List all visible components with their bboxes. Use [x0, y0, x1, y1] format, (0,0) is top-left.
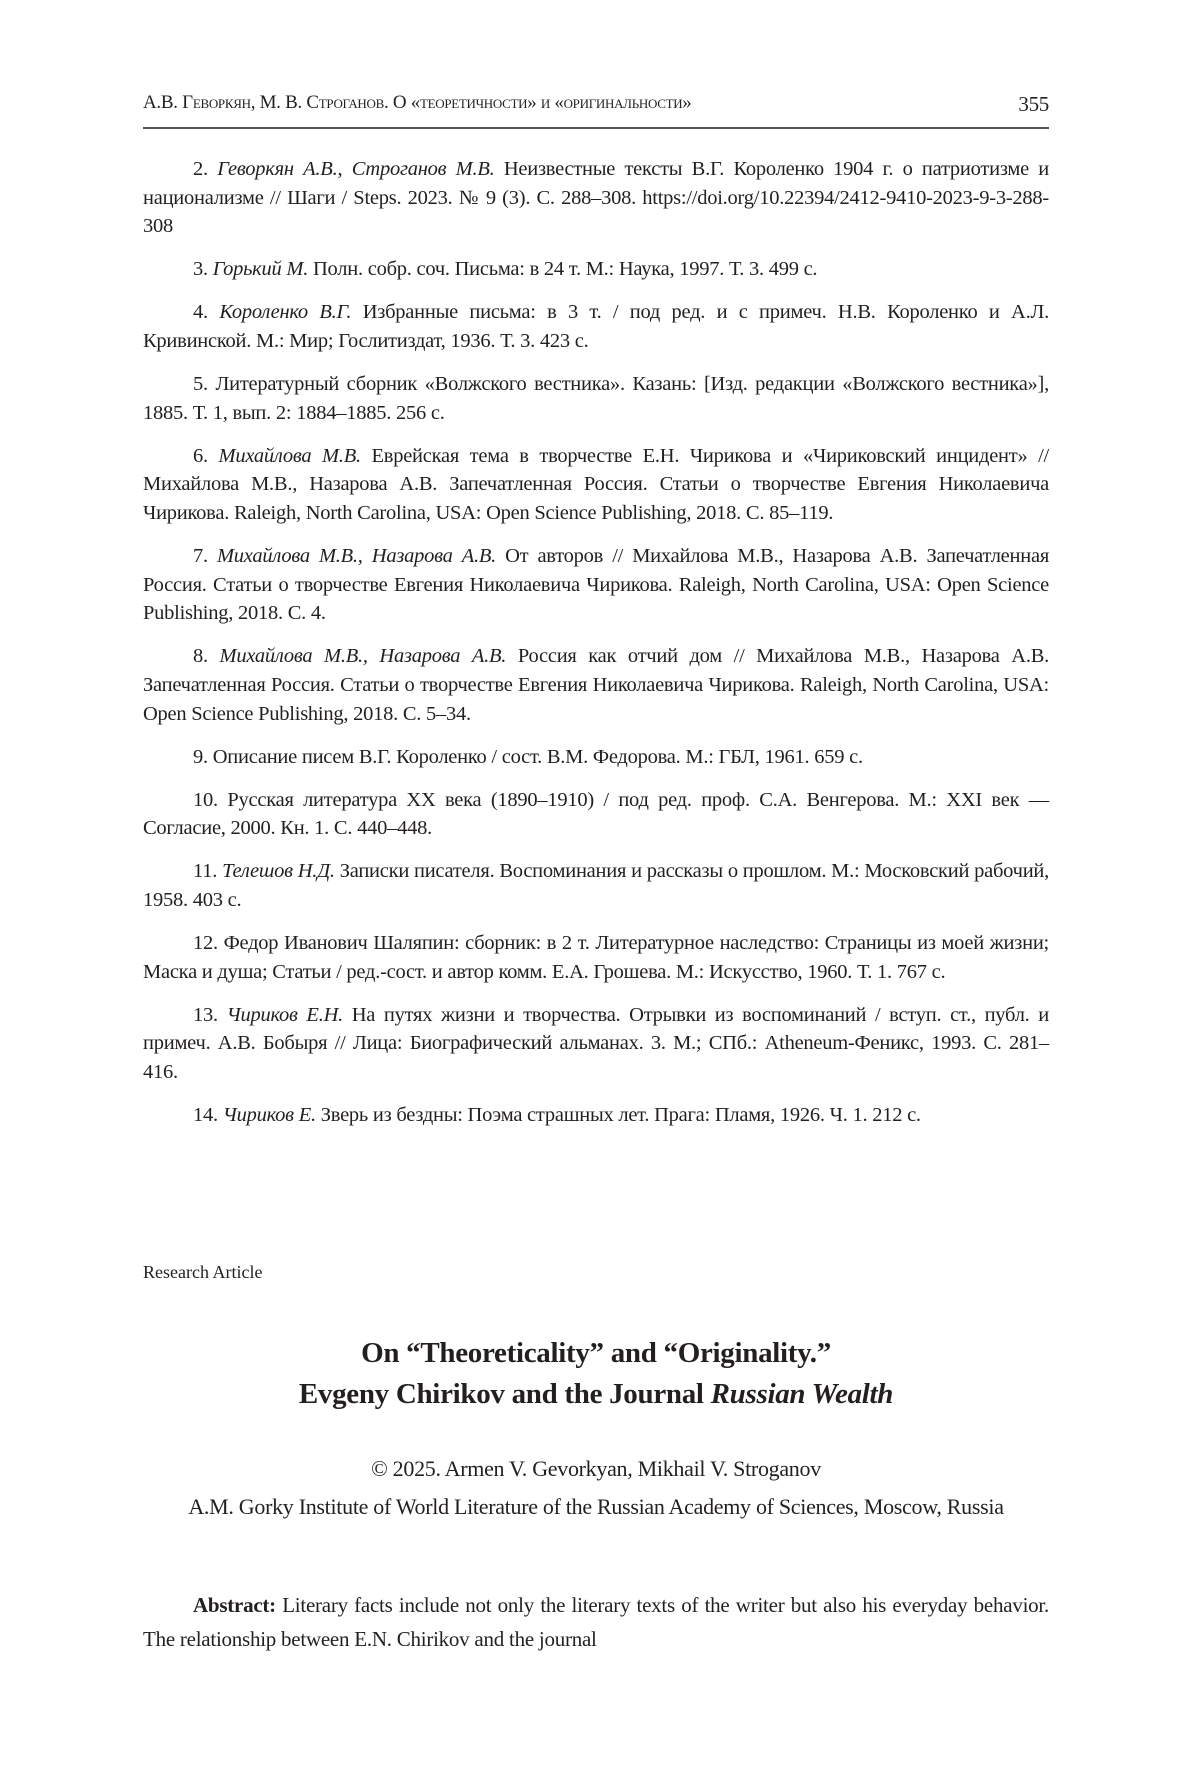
- reference-text: Россия как отчий дом // Михайлова М.В., Назарова А.В. Запечатленная Россия. Статьи о творчестве Евгения Николаевича Чирикова. Raleigh, North Carolina, USA: Open Science Publishing, 2018. С. 5–34.: [143, 645, 1049, 725]
- reference-text: Описание писем В.Г. Короленко / сост. В.М. Федорова. М.: ГБЛ, 1961. 659 с.: [212, 745, 863, 768]
- title-line-2: [143, 1374, 1049, 1415]
- reference-number: 3.: [193, 258, 208, 281]
- running-header: [143, 92, 1049, 122]
- reference-number: 9.: [193, 745, 208, 768]
- reference-text: Неизвестные тексты В.Г. Короленко 1904 г. о патриотизме и национализме // Шаги / Steps. 2023. № 9 (3). С. 288–308. https://doi.org/10.22394/2412-9410-2023-9-3-288-308: [143, 158, 1050, 238]
- authors: © 2025. Armen V. Gevorkyan, Mikhail V. Stroganov: [371, 1456, 821, 1481]
- reference-number: 12.: [193, 932, 218, 955]
- reference-separator: ,: [337, 158, 352, 180]
- affiliation: A.M. Gorky Institute of World Literature of the Russian Academy of Sciences, Moscow, Russia: [188, 1494, 1004, 1519]
- reference-number: 8.: [193, 645, 208, 668]
- reference-text: От авторов // Михайлова М.В., Назарова А.В. Запечатленная Россия. Статьи о творчестве Евгения Николаевича Чирикова. Raleigh, North Carolina, USA: Open Science Publishing, 2018. С. 4.: [143, 545, 1049, 625]
- reference-item: [143, 743, 1049, 772]
- reference-text: Литературный сборник «Волжского вестника». Казань: [Изд. редакции «Волжского вестника»], 1885. Т. 1, вып. 2: 1884–1885. 256 с.: [143, 373, 1050, 424]
- reference-text: Зверь из бездны: Поэма страшных лет. Прага: Пламя, 1926. Ч. 1. 212 с.: [315, 1104, 921, 1127]
- reference-author: Михайлова М.В.: [218, 444, 361, 467]
- reference-item: [143, 1001, 1049, 1087]
- page-number: 355: [1018, 92, 1049, 116]
- reference-author-2: Строганов М.В.: [351, 158, 495, 180]
- abstract: [143, 1588, 1049, 1656]
- reference-author: Геворкян А.В.: [217, 158, 338, 180]
- reference-author: Михайлова М.В., Назарова А.В.: [219, 645, 507, 668]
- reference-text: Полн. собр. соч. Письма: в 24 т. М.: Наука, 1997. Т. 3. 499 с.: [308, 258, 818, 281]
- reference-item: [143, 929, 1049, 986]
- reference-author: Чириков Е.Н.: [226, 1003, 344, 1026]
- reference-author: Михайлова М.В., Назарова А.В.: [216, 545, 496, 568]
- reference-item: [143, 857, 1049, 914]
- header-rule: [143, 127, 1049, 129]
- reference-number: 2.: [193, 158, 208, 180]
- reference-item: [143, 255, 1049, 284]
- journal-name: Russian Wealth: [710, 1378, 894, 1410]
- reference-list: [143, 155, 1049, 1144]
- reference-text: Записки писателя. Воспоминания и рассказы о прошлом. М.: Московский рабочий, 1958. 403 с.: [143, 860, 1050, 911]
- reference-author: Телешов Н.Д.: [222, 860, 335, 883]
- reference-item: [143, 298, 1049, 355]
- reference-item: [143, 1101, 1049, 1130]
- reference-author: Чириков Е.: [222, 1104, 316, 1127]
- reference-text: На путях жизни и творчества. Отрывки из воспоминаний / вступ. ст., публ. и примеч. А.В. Бобыря // Лица: Биографический альманах. 3. М.; СПб.: Atheneum-Феникс, 1993. С. 281–416.: [143, 1003, 1050, 1083]
- reference-text: Еврейская тема в творчестве Е.Н. Чирикова и «Чириковский инцидент» // Михайлова М.В., Назарова А.В. Запечатленная Россия. Статьи о творчестве Евгения Николаевича Чирикова. Raleigh, North Carolina, USA: Open Science Publishing, 2018. С. 85–119.: [143, 444, 1050, 524]
- reference-number: 5.: [193, 373, 208, 396]
- reference-number: 6.: [193, 444, 208, 467]
- reference-number: 10.: [193, 788, 218, 811]
- reference-number: 14.: [193, 1104, 218, 1127]
- abstract-label: Abstract:: [193, 1593, 276, 1617]
- reference-author: Короленко В.Г.: [219, 301, 352, 324]
- author-block: [143, 1450, 1049, 1526]
- title-line-2-prefix: Evgeny Chirikov and the Journal: [298, 1378, 711, 1410]
- reference-text: Федор Иванович Шаляпин: сборник: в 2 т. Литературное наследство: Страницы из моей жизни; Маска и душа; Статьи / ред.-сост. и автор комм. Е.А. Грошева. М.: Искусство, 1960. Т. 1. 767 с.: [143, 932, 1050, 983]
- reference-text: Избранные письма: в 3 т. / под ред. и с примеч. Н.В. Короленко и А.Л. Кривинской. М.: Мир; Гослитиздат, 1936. Т. 3. 423 с.: [143, 301, 1050, 352]
- reference-number: 11.: [193, 860, 218, 883]
- reference-author: Горький М.: [212, 258, 309, 281]
- article-title: [143, 1333, 1049, 1415]
- reference-item: [143, 442, 1049, 528]
- reference-item: [143, 155, 1049, 241]
- reference-item: [143, 542, 1049, 628]
- reference-item: [143, 786, 1049, 843]
- title-line-1: On “Theoreticality” and “Originality.”: [361, 1337, 831, 1369]
- running-title: А.В. Геворкян, М. В. Строганов. О «теоретичности» и «оригинальности»: [143, 92, 692, 113]
- abstract-text: Literary facts include not only the literary texts of the writer but also his everyday behavior. The relationship between E.N. Chirikov and the journal: [143, 1593, 1049, 1651]
- reference-number: 4.: [193, 301, 208, 324]
- reference-text: Русская литература XX века (1890–1910) / под ред. проф. С.А. Венгерова. М.: XXI век — Согласие, 2000. Кн. 1. С. 440–448.: [143, 788, 1050, 840]
- article-type: Research Article: [143, 1262, 263, 1282]
- reference-number: 13.: [193, 1003, 218, 1026]
- reference-item: [143, 642, 1049, 728]
- reference-item: [143, 370, 1049, 427]
- reference-number: 7.: [193, 545, 208, 568]
